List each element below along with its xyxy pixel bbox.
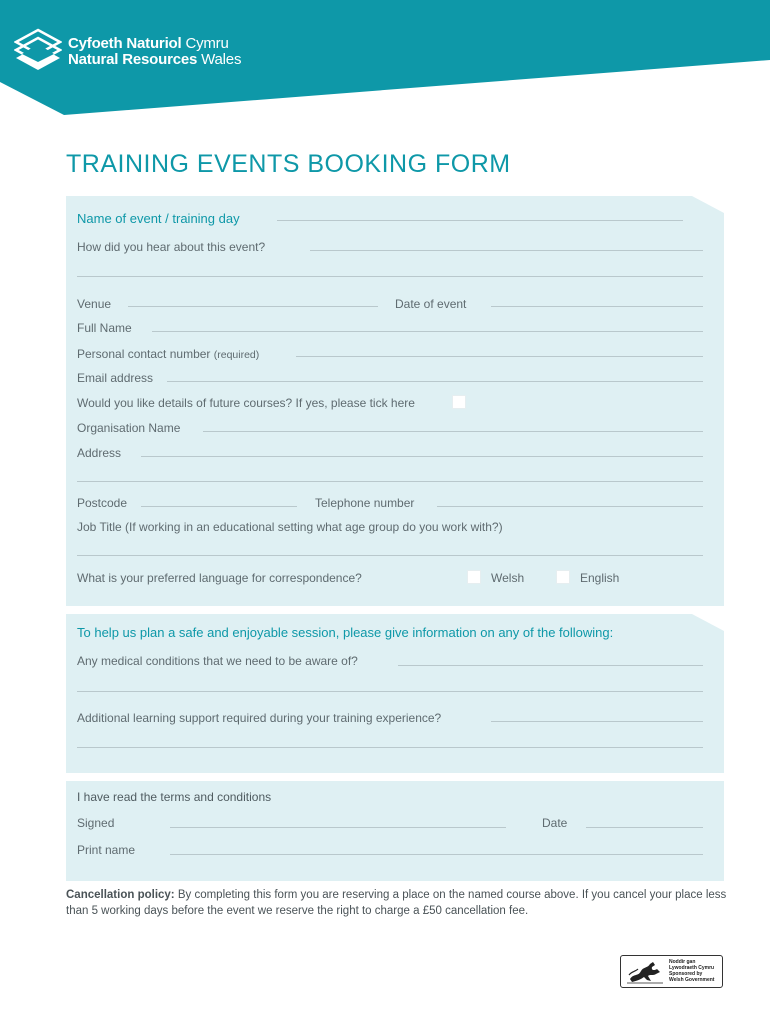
job-title-field[interactable] [77,555,703,556]
nrw-diamond-logo-icon [14,28,62,72]
telephone-label: Telephone number [315,496,415,510]
date-of-event-label: Date of event [395,297,467,311]
terms-label: I have read the terms and conditions [77,790,272,804]
english-checkbox[interactable] [556,570,570,584]
badge-line3: Sponsored by [669,971,703,977]
postcode-label: Postcode [77,496,128,510]
policy-text: By completing this form you are reserving a place on the named course above. If you cancel your place less than 5 working days before the event we reserve the right to charge a £50 cancellation fee. [66,889,727,917]
postcode-field[interactable] [141,506,297,507]
hear-about-field[interactable] [310,250,703,251]
org-english-light: Wales [201,51,242,68]
org-welsh-bold: Cyfoeth Naturiol [68,35,182,52]
venue-field[interactable] [128,306,378,307]
future-courses-label: Would you like details of future courses? If yes, please tick here [77,396,415,410]
medical-label: Any medical conditions that we need to be aware of? [77,654,358,668]
email-label: Email address [77,371,154,385]
badge-text [669,959,714,983]
signature-date-label: Date [542,816,568,830]
welsh-dragon-icon [626,959,664,985]
signed-field[interactable] [170,827,506,828]
health-info-heading: To help us plan a safe and enjoyable session, please give information on any of the following: [77,625,614,640]
contact-number-field[interactable] [296,356,703,357]
welsh-government-badge [620,955,723,988]
print-name-field[interactable] [170,854,703,855]
welsh-option-label: Welsh [491,571,525,585]
telephone-field[interactable] [437,506,703,507]
full-name-field[interactable] [152,331,703,332]
contact-required-note: (required) [213,349,260,361]
future-courses-checkbox[interactable] [452,395,466,409]
badge-line2: Lywodraeth Cymru [669,965,715,971]
organisation-label: Organisation Name [77,421,181,435]
hear-about-field-line2[interactable] [77,276,703,277]
learning-support-field-line2[interactable] [77,747,703,748]
job-title-label: Job Title (If working in an educational setting what age group do you work with?) [77,520,503,534]
learning-support-label: Additional learning support required during your training experience? [77,711,442,725]
address-label: Address [77,446,122,460]
badge-line1: Noddir gan [669,959,696,965]
policy-label: Cancellation policy: [66,889,175,901]
address-field-line2[interactable] [77,481,703,482]
signature-date-field[interactable] [586,827,703,828]
medical-field-line2[interactable] [77,691,703,692]
event-name-field[interactable] [277,220,683,221]
medical-field[interactable] [398,665,703,666]
contact-number-text: Personal contact number [77,347,211,361]
badge-line4: Welsh Government [669,977,715,983]
full-name-label: Full Name [77,321,132,335]
hear-about-label: How did you hear about this event? [77,240,266,254]
date-of-event-field[interactable] [491,306,703,307]
org-english-bold: Natural Resources [68,51,198,68]
english-option-label: English [580,571,620,585]
venue-label: Venue [77,297,112,311]
email-field[interactable] [167,381,703,382]
cancellation-policy [66,887,731,919]
print-name-label: Print name [77,843,136,857]
signed-label: Signed [77,816,115,830]
form-title: TRAINING EVENTS BOOKING FORM [66,150,511,178]
organisation-field[interactable] [203,431,703,432]
org-logo-text [68,36,241,68]
org-welsh-light: Cymru [185,35,229,52]
language-label: What is your preferred language for correspondence? [77,571,362,585]
event-name-label: Name of event / training day [77,211,240,226]
learning-support-field[interactable] [491,721,703,722]
welsh-checkbox[interactable] [467,570,481,584]
address-field[interactable] [141,456,703,457]
contact-number-label [77,347,259,361]
